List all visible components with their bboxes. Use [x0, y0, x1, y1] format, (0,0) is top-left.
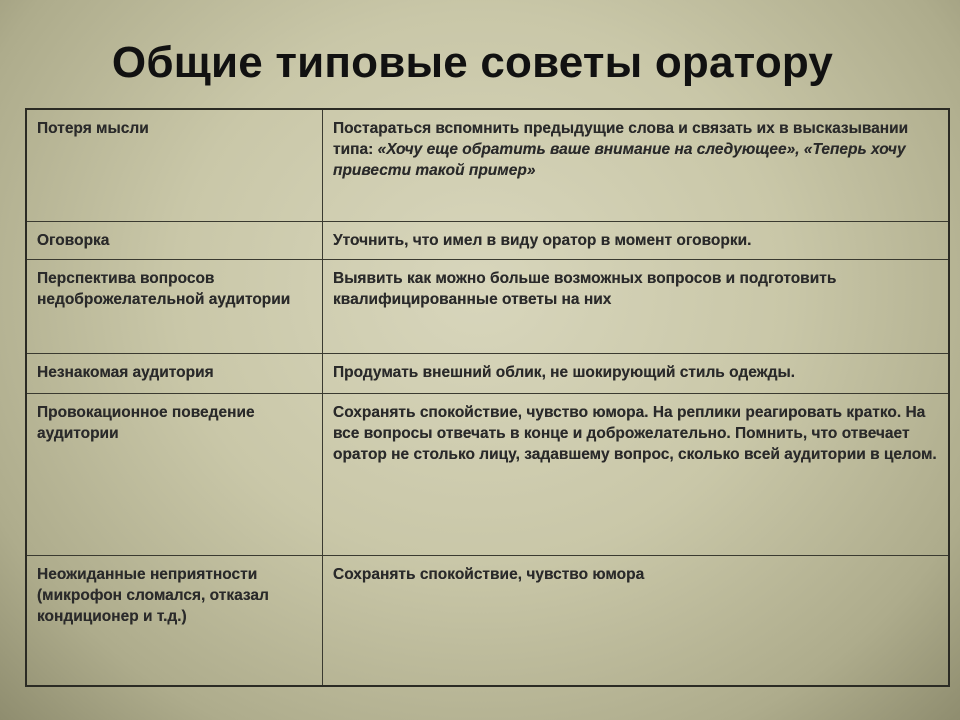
table-row	[26, 259, 949, 353]
advice-cell: Сохранять спокойствие, чувство юмора. На реплики реагировать кратко. На все вопросы отвечать в конце и доброжелательно. Помнить, что отвечает оратор не столько лицу, задавшему вопрос, сколько всей аудитории в целом.	[323, 393, 950, 555]
table-row	[26, 221, 949, 259]
advice-cell: Выявить как можно больше возможных вопросов и подготовить квалифицированные ответы на них	[323, 259, 950, 353]
advice-cell	[323, 109, 950, 221]
situation-cell: Перспектива вопросов недоброжелательной аудитории	[26, 259, 323, 353]
advice-quote-text: «Хочу еще обратить ваше внимание на следующее», «Теперь хочу привести такой пример»	[333, 141, 906, 179]
situation-cell: Оговорка	[26, 221, 323, 259]
advice-cell: Сохранять спокойствие, чувство юмора	[323, 555, 950, 686]
situation-cell: Потеря мысли	[26, 109, 323, 221]
situation-cell: Провокационное поведение аудитории	[26, 393, 323, 555]
advice-cell: Уточнить, что имел в виду оратор в момент оговорки.	[323, 221, 950, 259]
table-row	[26, 555, 949, 686]
table-row	[26, 393, 949, 555]
table-row	[26, 109, 949, 221]
situation-cell: Неожиданные неприятности (микрофон сломался, отказал кондиционер и т.д.)	[26, 555, 323, 686]
page-title: Общие типовые советы оратору	[111, 38, 834, 87]
tips-table	[25, 108, 950, 687]
advice-cell: Продумать внешний облик, не шокирующий стиль одежды.	[323, 353, 950, 393]
advice-text: Постараться вспомнить предыдущие слова и связать их в высказывании типа:	[333, 120, 909, 158]
table-row	[26, 353, 949, 393]
situation-cell: Незнакомая аудитория	[26, 353, 323, 393]
